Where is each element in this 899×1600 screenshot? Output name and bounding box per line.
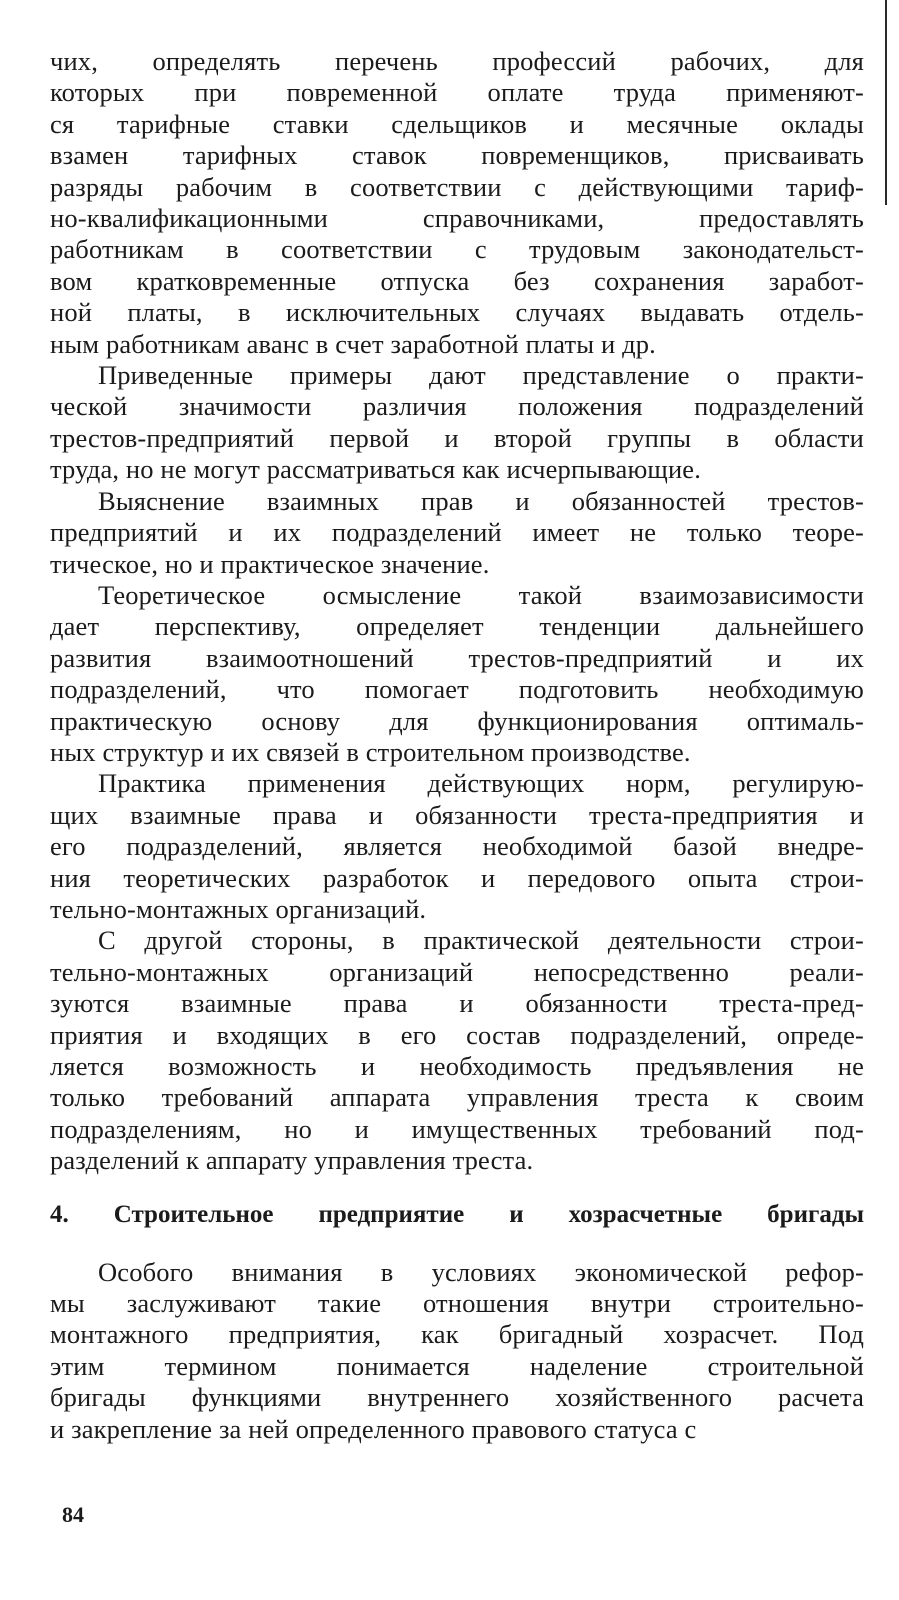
text-line: ния теоретических разработок и передового опыта строи- xyxy=(50,862,864,893)
text-line: предприятий и их подразделений имеет не только теоре- xyxy=(50,517,864,548)
text-line: труда, но не могут рассматриваться как исчерпывающие. xyxy=(50,454,701,485)
text-line: Выяснение взаимных прав и обязанностей трестов- xyxy=(98,485,864,516)
paragraphs-after-heading xyxy=(50,1257,864,1445)
paragraphs-before-heading xyxy=(50,46,864,1177)
text-line: этим термином понимается наделение строительной xyxy=(50,1350,864,1381)
text-line: разделений к аппарату управления треста. xyxy=(50,1145,534,1176)
text-line: и закрепление за ней определенного правового статуса с xyxy=(50,1413,697,1444)
text-line: тическое, но и практическое значение. xyxy=(50,548,490,579)
text-line: ным работникам аванс в счет заработной платы и др. xyxy=(50,328,656,359)
text-line: ся тарифные ставки сдельщиков и месячные оклады xyxy=(50,108,864,139)
text-line: разряды рабочим в соответствии с действующими тариф- xyxy=(50,171,864,202)
text-line: ческой значимости различия положения подразделений xyxy=(50,391,864,422)
text-line: ляется возможность и необходимость предъявления не xyxy=(50,1051,864,1081)
text-line: тельно-монтажных организаций. xyxy=(50,893,427,924)
text-line: щих взаимные права и обязанности треста-предприятия и xyxy=(50,799,864,830)
text-line: взамен тарифных ставок повременщиков, присваивать xyxy=(50,140,864,171)
text-line: его подразделений, является необходимой базой внедре- xyxy=(50,831,864,862)
text-line: ных структур и их связей в строительном производстве. xyxy=(50,736,691,767)
text-line: практическую основу для функционирования оптималь- xyxy=(50,705,864,736)
text-line: чих, определять перечень профессий рабочих, для xyxy=(50,46,864,76)
text-line: ной платы, в исключительных случаях выдавать отдель- xyxy=(50,297,864,328)
text-line: Практика применения действующих норм, регулирую- xyxy=(98,768,864,799)
text-line: Приведенные примеры дают представление о практи- xyxy=(98,360,864,391)
text-line: бригады функциями внутреннего хозяйственного расчета xyxy=(50,1382,864,1413)
text-line: Особого внимания в условиях экономической рефор- xyxy=(98,1256,864,1287)
text-line: тельно-монтажных организаций непосредственно реали- xyxy=(50,956,864,987)
page-number: 84 xyxy=(62,1502,84,1527)
text-line: но-квалификационными справочниками, предоставлять xyxy=(50,203,864,234)
text-line: приятия и входящих в его состав подразделений, опреде- xyxy=(50,1019,864,1050)
text-line: развития взаимоотношений трестов-предприятий и их xyxy=(50,642,864,673)
text-line: вом кратковременные отпуска без сохранения заработ- xyxy=(50,265,864,296)
text-line: работникам в соответствии с трудовым законодательст- xyxy=(50,234,864,265)
text-line: С другой стороны, в практической деятельности строи- xyxy=(98,925,864,956)
text-line: трестов-предприятий первой и второй группы в области xyxy=(50,422,864,453)
text-line: мы заслуживают такие отношения внутри строительно- xyxy=(50,1288,864,1319)
text-line: подразделениям, но и имущественных требований под- xyxy=(50,1113,864,1144)
text-line: подразделений, что помогает подготовить необходимую xyxy=(50,674,864,705)
text-line: зуются взаимные права и обязанности треста-пред- xyxy=(50,988,864,1019)
text-line: Теоретическое осмысление такой взаимозависимости xyxy=(98,579,864,610)
text-line: монтажного предприятия, как бригадный хозрасчет. Под xyxy=(50,1319,864,1350)
text-line: только требований аппарата управления треста к своим xyxy=(50,1082,864,1113)
margin-rule xyxy=(885,0,887,205)
text-line: дает перспективу, определяет тенденции дальнейшего xyxy=(50,611,864,642)
section-heading: 4. Строительное предприятие и хозрасчетные бригады xyxy=(50,1200,864,1228)
page-text xyxy=(50,46,864,1445)
text-line: которых при повременной оплате труда применяют- xyxy=(50,77,864,108)
